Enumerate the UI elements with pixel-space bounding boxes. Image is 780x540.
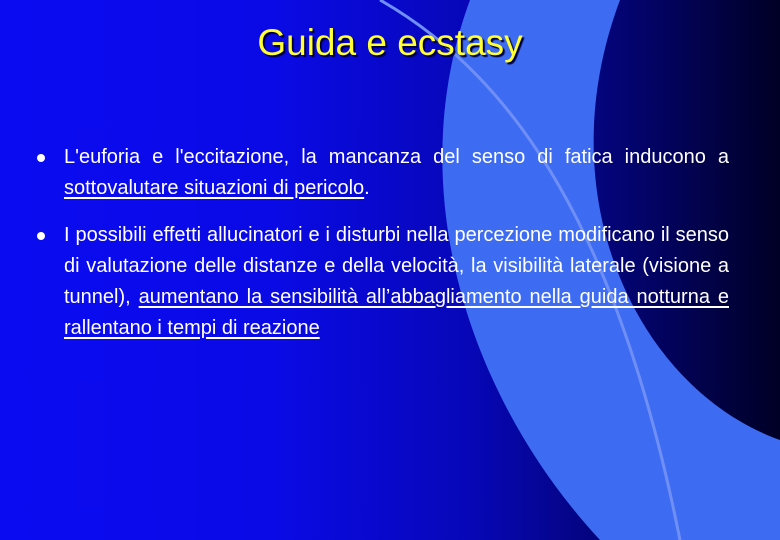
slide-title: Guida e ecstasy: [257, 22, 523, 63]
bullet-item: [37, 142, 729, 204]
bullet-dot-icon: [37, 232, 45, 240]
bullet-text: L'euforia e l'eccitazione, la mancanza del senso di fatica inducono a sottovalutare situazioni di pericolo.: [64, 146, 729, 199]
bullet-item: [37, 220, 729, 344]
bullet-dot-icon: [37, 154, 45, 162]
bullet-text: I possibili effetti allucinatori e i disturbi nella percezione modificano il senso di valutazione delle distanze e della velocità, la visibilità laterale (visione a tunnel), aumentano la sensibilità all’abbagliamento nella guida notturna e rallentano i tempi di reazione: [64, 224, 729, 339]
bullet-list: [37, 142, 729, 360]
